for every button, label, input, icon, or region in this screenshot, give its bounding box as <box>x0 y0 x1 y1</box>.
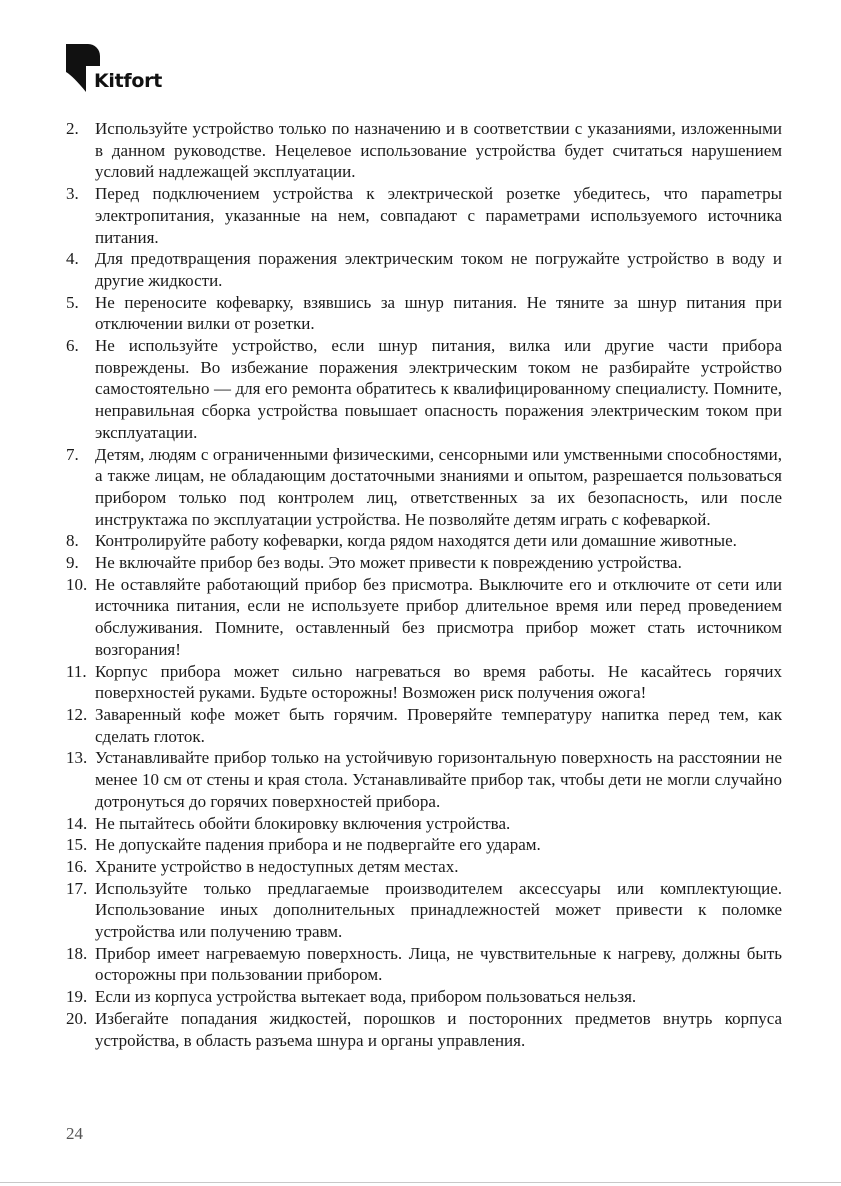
safety-instructions <box>66 118 782 1051</box>
item-number: 17. <box>66 878 88 898</box>
list-item <box>66 1008 782 1051</box>
item-text: Устанавливайте прибор только на устойчивую горизонтальную поверхность на расстоянии не менее 10 см от стены и края стола. Устанавливайте прибор так, чтобы дети не могли случайно дотронуться до горячих поверхностей прибора. <box>95 748 782 811</box>
item-text: Если из корпуса устройства вытекает вода, прибором пользоваться нельзя. <box>95 987 637 1007</box>
item-text: Не допускайте падения прибора и не подвергайте его ударам. <box>95 835 541 855</box>
list-item <box>66 856 782 878</box>
list-item <box>66 335 782 444</box>
item-number: 16. <box>66 856 88 876</box>
item-text: Заваренный кофе может быть горячим. Проверяйте температуру напитка перед тем, как сделать глоток. <box>95 704 782 746</box>
item-number: 5. <box>66 292 79 312</box>
list-item <box>66 292 782 335</box>
list-item <box>66 704 782 747</box>
item-number: 15. <box>66 835 88 855</box>
item-number: 2. <box>66 119 79 138</box>
item-text: Корпус прибора может сильно нагреваться во время работы. Не касайтесь горячих поверхностей руками. Будьте осторожны! Возможен риск получения ожога! <box>95 661 782 703</box>
list-item <box>66 118 782 183</box>
list-item <box>66 552 782 574</box>
item-text: Не оставляйте работающий прибор без присмотра. Выключите его и отключите от сети или источника питания, если не используете прибор длительное время или перед проведением обслуживания. Помните, оставленный без присмотра прибор может стать источником возгорания! <box>95 574 782 659</box>
item-text: Избегайте попадания жидкостей, порошков и посторонних предметов внутрь корпуса устройства, в область разъема шнура и органы управления. <box>95 1008 782 1050</box>
list-item <box>66 530 782 552</box>
item-number: 3. <box>66 184 79 204</box>
footer-divider <box>0 1182 841 1183</box>
item-text: Прибор имеет нагреваемую поверхность. Лица, не чувствительные к нагреву, должны быть осторожны при пользовании прибором. <box>95 943 782 985</box>
item-text: Контролируйте работу кофеварки, когда рядом находятся дети или домашние животные. <box>95 531 737 551</box>
item-text: Детям, людям с ограниченными физическими, сенсорными или умственными способностями, а также лицам, не обладающим достаточными знаниями и опытом, разрешается пользоваться прибором только под контролем лиц, ответственных за их безопасность, или после инструктажа по эксплуатации устройства. Не позволяйте детям играть с кофеваркой. <box>95 444 782 529</box>
item-number: 20. <box>66 1008 88 1028</box>
list-item <box>66 943 782 986</box>
list-item <box>66 574 782 661</box>
list-item <box>66 444 782 531</box>
list-item <box>66 747 782 812</box>
item-text: Не пытайтесь обойти блокировку включения устройства. <box>95 813 511 833</box>
item-number: 13. <box>66 748 88 768</box>
list-item <box>66 878 782 943</box>
item-text: Храните устройство в недоступных детям местах. <box>95 856 459 876</box>
item-number: 10. <box>66 574 88 594</box>
list-item <box>66 183 782 248</box>
list-item <box>66 986 782 1008</box>
list-item <box>66 813 782 835</box>
brand-name: Kitfort <box>94 70 162 92</box>
list-item <box>66 834 782 856</box>
item-number: 8. <box>66 531 79 551</box>
item-text: Не включайте прибор без воды. Это может привести к повреждению устройства. <box>95 553 682 573</box>
item-text: Для предотвращения поражения электрическим током не погружайте устройство в воду и другие жидкости. <box>95 249 782 290</box>
item-number: 7. <box>66 444 79 464</box>
item-number: 9. <box>66 553 79 573</box>
item-number: 12. <box>66 704 88 724</box>
item-number: 6. <box>66 336 79 356</box>
item-text: Не переносите кофеварку, взявшись за шнур питания. Не тяните за шнур питания при отключении вилки от розетки. <box>95 292 782 334</box>
item-number: 18. <box>66 943 88 963</box>
item-number: 19. <box>66 987 88 1007</box>
item-text: Не используйте устройство, если шнур питания, вилка или другие части прибора повреждены. Во избежание поражения электрическим током не разбирайте устройство самостоятельно — для его ремонта обратитесь к квалифицированному специалисту. Помните, неправильная сборка устройства повышает опасность поражения электрическим током при эксплуатации. <box>95 336 782 442</box>
list-item <box>66 661 782 704</box>
page-header <box>66 44 266 94</box>
item-text: Используйте только предлагаемые производителем аксессуары или комплектующие. Использование иных дополнительных принадлежностей может привести к поломке устройства или получению травм. <box>95 878 782 942</box>
list-item <box>66 248 782 291</box>
item-number: 4. <box>66 249 79 269</box>
page-number: 24 <box>66 1124 83 1143</box>
item-text: Перед подключением устройства к электрической розетке убедитесь, что параmетры электропитания, указанные на нем, совпадают с параметрами используемого источника питания. <box>95 184 782 247</box>
item-text: Используйте устройство только по назначению и в соответствии с указаниями, изложенными в данном руководстве. Нецелевое использование устройства будет считаться нарушением условий надлежащей эксплуатации. <box>95 119 782 182</box>
item-number: 11. <box>66 661 87 681</box>
item-number: 14. <box>66 813 88 833</box>
instruction-list <box>66 118 782 1051</box>
